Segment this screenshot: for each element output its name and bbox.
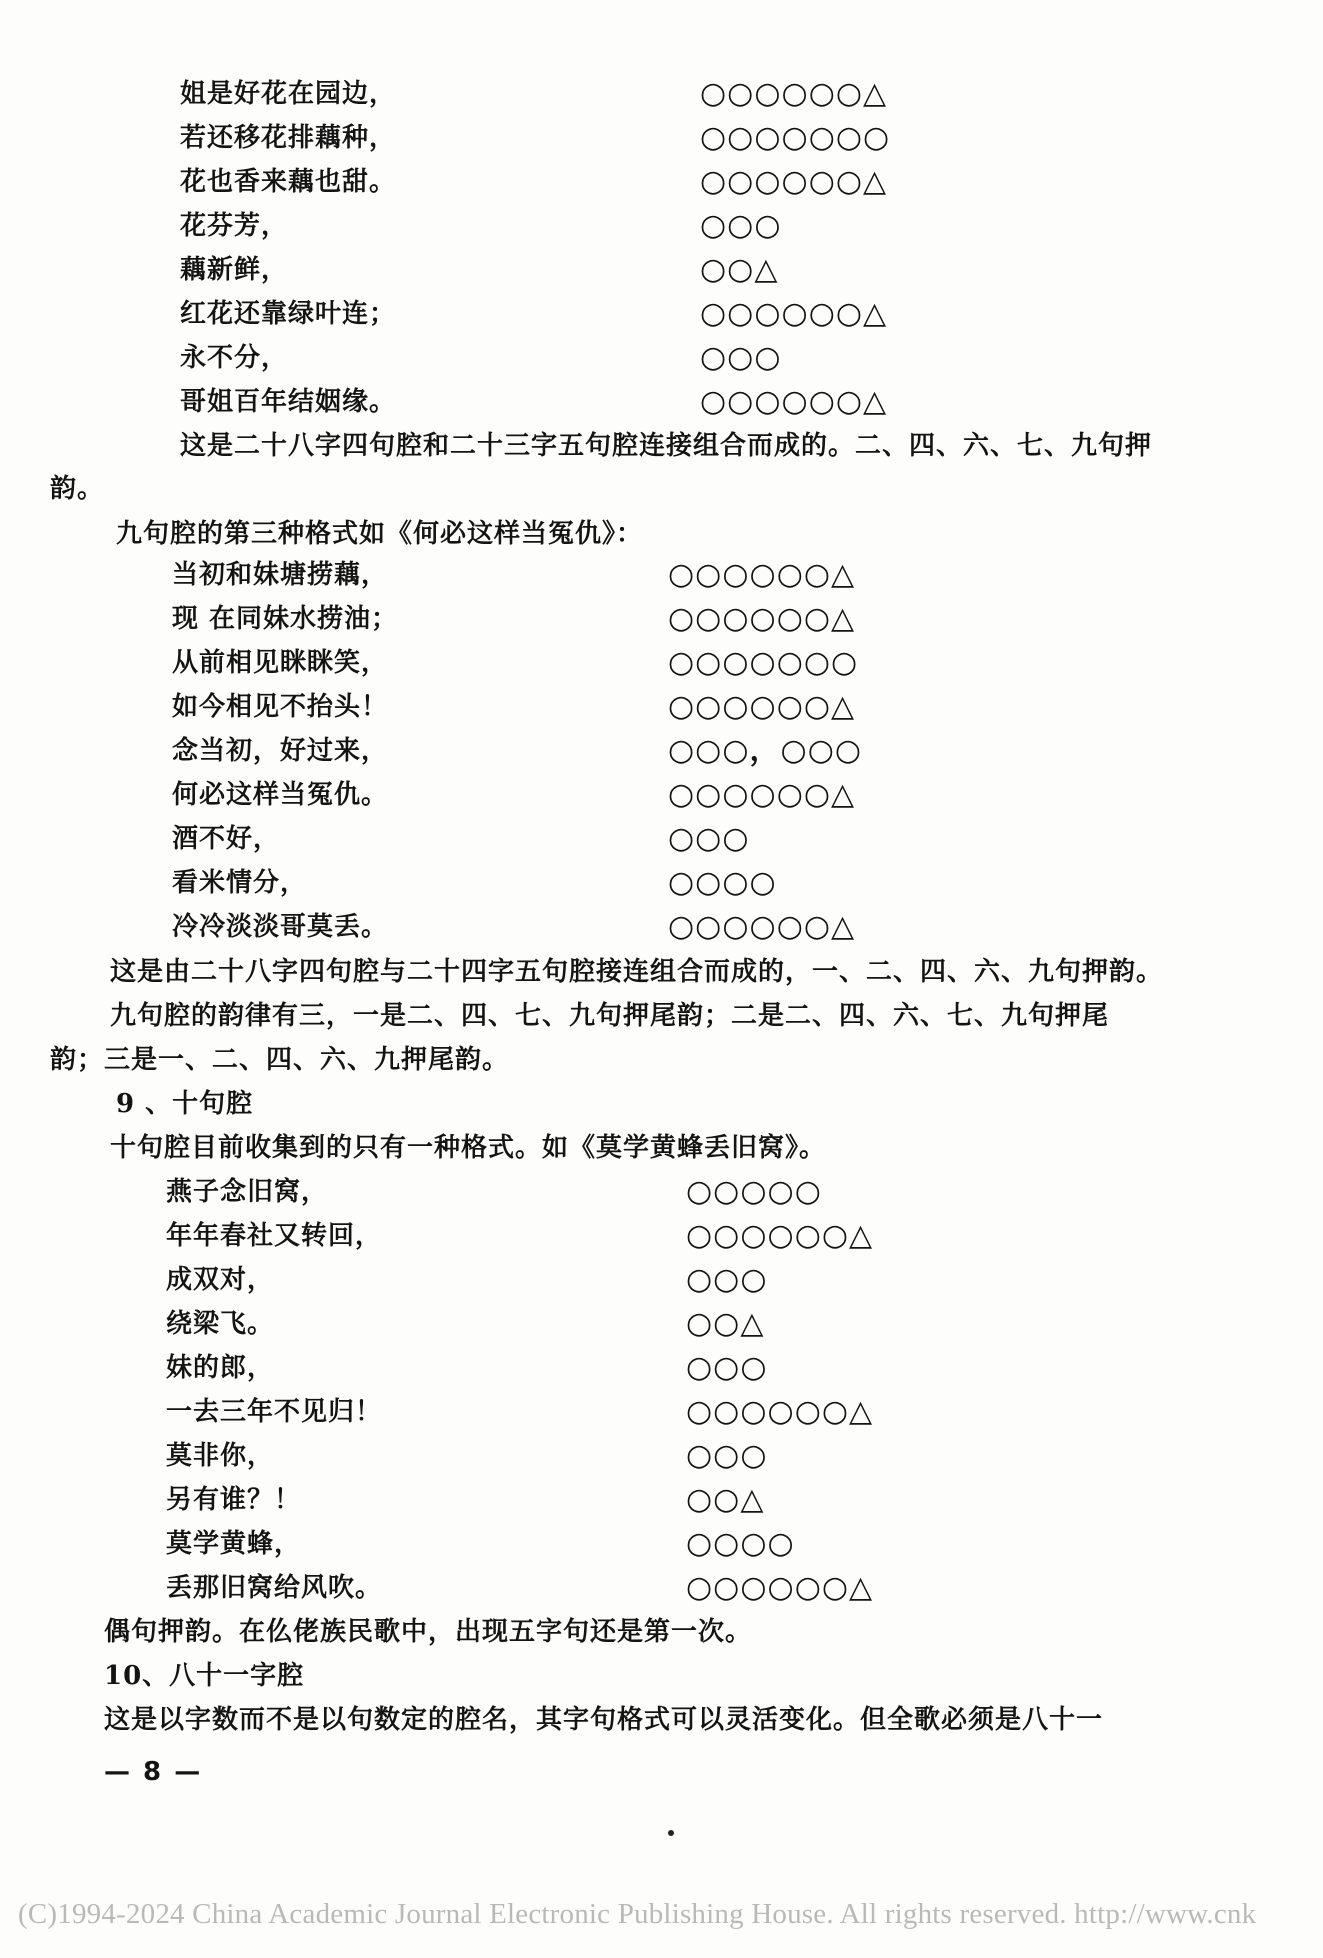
rhyme-pattern: ○○○○○○△ [668, 557, 856, 592]
lyric-row [0, 380, 1323, 424]
lyric-line: 年年春社又转回， [166, 1221, 383, 1251]
paragraph-3: 这是由二十八字四句腔与二十四字五句腔接连组合而成的，一、二、四、六、九句押韵。 [110, 957, 1164, 987]
rhyme-pattern: ○○△ [686, 1306, 765, 1341]
rhyme-pattern: ○○○，○○○ [668, 733, 863, 768]
page-number: — 8 — [104, 1757, 203, 1787]
lyric-line: 妹的郎， [166, 1353, 275, 1383]
copyright-footer: (C)1994-2024 China Academic Journal Electronic Publishing House. All rights reserved. http://www.cnk [18, 1898, 1257, 1930]
rhyme-pattern: ○○○○ [686, 1526, 795, 1561]
rhyme-pattern: ○○○○○○△ [686, 1570, 874, 1605]
lyric-row [0, 1522, 1323, 1566]
rhyme-pattern: ○○○○○○△ [700, 296, 888, 331]
lyric-row [0, 1566, 1323, 1610]
lyric-row [0, 685, 1323, 729]
lyric-row [0, 72, 1323, 116]
lyric-line: 从前相见眯眯笑， [172, 648, 389, 678]
lyric-row [0, 1214, 1323, 1258]
lyric-line: 成双对， [166, 1265, 275, 1295]
rhyme-pattern: ○○○ [700, 208, 782, 243]
lyric-line: 一去三年不见归！ [166, 1397, 383, 1427]
paragraph-4-line-1: 九句腔的韵律有三，一是二、四、七、九句押尾韵；二是二、四、六、七、九句押尾 [110, 1001, 1110, 1031]
rhyme-pattern: ○○○○○○△ [700, 164, 888, 199]
lyric-row [0, 292, 1323, 336]
lyric-line: 冷冷淡淡哥莫丢。 [172, 912, 389, 942]
lyric-line: 何必这样当冤仇。 [172, 780, 389, 810]
lyric-row [0, 861, 1323, 905]
lyric-line: 当初和妹塘捞藕， [172, 560, 389, 590]
lyric-stanza-3 [0, 1170, 1323, 1610]
paragraph-1-line-1: 这是二十八字四句腔和二十三字五句腔连接组合而成的。二、四、六、七、九句押 [180, 431, 1153, 461]
lyric-row [0, 597, 1323, 641]
rhyme-pattern: ○○△ [686, 1482, 765, 1517]
paragraph-4-line-2: 韵；三是一、二、四、六、九押尾韵。 [50, 1045, 510, 1075]
lyric-row [0, 336, 1323, 380]
rhyme-pattern: ○○○○○ [686, 1174, 822, 1209]
paragraph-1-line-2: 韵。 [50, 474, 105, 504]
lyric-line: 另有谁？！ [166, 1485, 302, 1515]
lyric-line: 姐是好花在园边， [180, 79, 397, 109]
paragraph-6: 偶句押韵。在仫佬族民歌中，出现五字句还是第一次。 [104, 1617, 753, 1647]
section-9-heading: 9 、十句腔 [116, 1089, 254, 1119]
lyric-row [0, 641, 1323, 685]
paragraph-2: 九句腔的第三种格式如《何必这样当冤仇》： [116, 519, 644, 549]
rhyme-pattern: ○○○ [686, 1262, 768, 1297]
lyric-row [0, 1258, 1323, 1302]
lyric-line: 莫非你， [166, 1441, 275, 1471]
lyric-line: 红花还靠绿叶连； [180, 299, 397, 329]
lyric-line: 藕新鲜， [180, 255, 289, 285]
lyric-row [0, 553, 1323, 597]
rhyme-pattern: ○○○ [700, 340, 782, 375]
lyric-line: 绕梁飞。 [166, 1309, 275, 1339]
paragraph-5: 十句腔目前收集到的只有一种格式。如《莫学黄蜂丢旧窝》。 [110, 1133, 827, 1163]
rhyme-pattern: ○○○ [686, 1350, 768, 1385]
lyric-line: 花也香来藕也甜。 [180, 167, 397, 197]
lyric-row [0, 729, 1323, 773]
lyric-line: 念当初，好过来， [172, 736, 389, 766]
rhyme-pattern: ○○○○○○△ [668, 909, 856, 944]
rhyme-pattern: ○○○○○○○ [668, 645, 859, 680]
lyric-line: 若还移花排藕种， [180, 123, 397, 153]
lyric-row [0, 1478, 1323, 1522]
lyric-row [0, 204, 1323, 248]
lyric-line: 丢那旧窝给风吹。 [166, 1573, 383, 1603]
lyric-line: 如今相见不抬头！ [172, 692, 389, 722]
lyric-row [0, 116, 1323, 160]
lyric-row [0, 817, 1323, 861]
lyric-row [0, 1390, 1323, 1434]
rhyme-pattern: ○○○○○○△ [700, 76, 888, 111]
rhyme-pattern: ○○○○○○△ [686, 1218, 874, 1253]
rhyme-pattern: ○○○○○○△ [686, 1394, 874, 1429]
rhyme-pattern: ○○○ [668, 821, 750, 856]
lyric-row [0, 248, 1323, 292]
rhyme-pattern: ○○○○ [668, 865, 777, 900]
lyric-line: 花芬芳， [180, 211, 289, 241]
rhyme-pattern: ○○○○○○△ [700, 384, 888, 419]
rhyme-pattern: ○○○○○○△ [668, 777, 856, 812]
lyric-row [0, 773, 1323, 817]
rhyme-pattern: ○○○ [686, 1438, 768, 1473]
paragraph-7: 这是以字数而不是以句数定的腔名，其字句格式可以灵活变化。但全歌必须是八十一 [104, 1705, 1104, 1735]
lyric-line: 酒不好， [172, 824, 281, 854]
lyric-line: 燕子念旧窝， [166, 1177, 329, 1207]
lyric-line: 哥姐百年结姻缘。 [180, 387, 397, 417]
lyric-line: 看米情分， [172, 868, 308, 898]
lyric-line: 现 在同妹水捞油； [172, 604, 399, 634]
lyric-row [0, 1434, 1323, 1478]
lyric-stanza-2 [0, 553, 1323, 949]
lyric-line: 永不分， [180, 343, 289, 373]
rhyme-pattern: ○○○○○○○ [700, 120, 891, 155]
lyric-row [0, 1170, 1323, 1214]
rhyme-pattern: ○○○○○○△ [668, 601, 856, 636]
lyric-row [0, 1302, 1323, 1346]
section-10-heading: 10、八十一字腔 [104, 1661, 305, 1691]
rhyme-pattern: ○○○○○○△ [668, 689, 856, 724]
ink-speck [668, 1830, 674, 1836]
lyric-row [0, 160, 1323, 204]
lyric-row [0, 905, 1323, 949]
lyric-stanza-1 [0, 72, 1323, 424]
lyric-row [0, 1346, 1323, 1390]
rhyme-pattern: ○○△ [700, 252, 779, 287]
lyric-line: 莫学黄蜂， [166, 1529, 302, 1559]
